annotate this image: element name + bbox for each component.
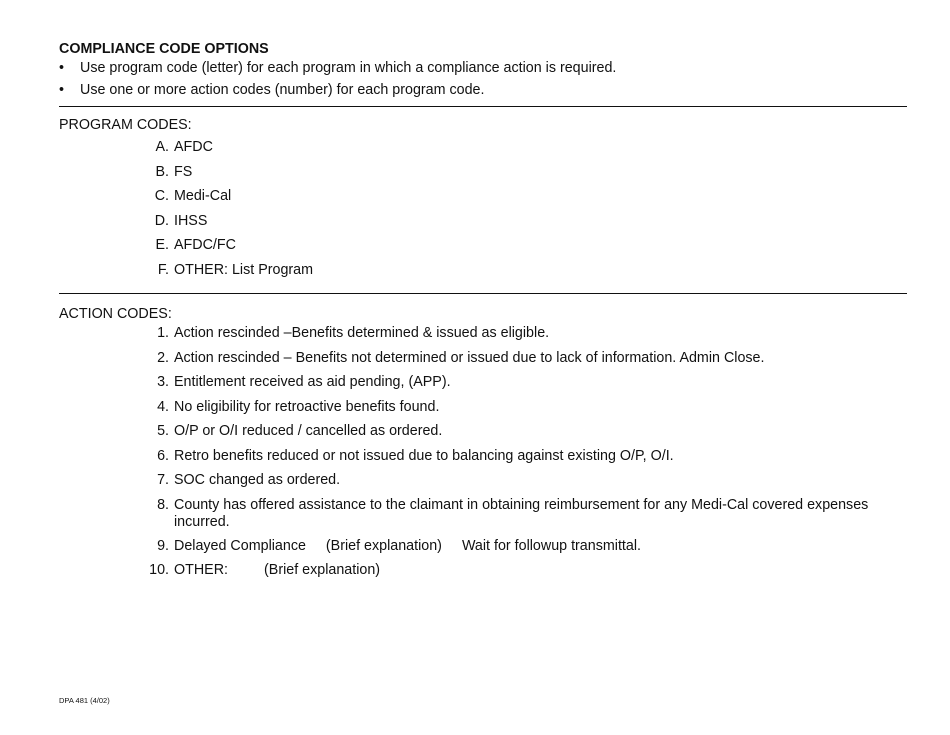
program-code-item xyxy=(114,262,904,287)
action-code-text: No eligibility for retroactive benefits found. xyxy=(174,398,440,415)
program-code-letter: F. xyxy=(157,261,169,278)
action-code-number: 6. xyxy=(157,447,169,464)
program-code-list xyxy=(114,139,904,286)
action-code-explanation: (Brief explanation) xyxy=(264,562,381,578)
form-number: DPA 481 (4/02) xyxy=(59,696,110,705)
program-code-text: Medi-Cal xyxy=(174,188,232,204)
action-code-item xyxy=(114,497,904,538)
program-code-text: FS xyxy=(174,163,193,180)
instruction-item xyxy=(59,59,616,80)
action-code-item xyxy=(114,562,904,587)
program-code-letter: C. xyxy=(154,188,169,204)
action-code-item xyxy=(114,399,904,424)
program-code-text: IHSS xyxy=(174,212,208,229)
action-code-number: 5. xyxy=(157,423,169,439)
action-code-item xyxy=(114,350,904,375)
program-code-letter: E. xyxy=(155,237,169,253)
program-code-item xyxy=(114,213,904,238)
action-code-number: 7. xyxy=(157,472,169,488)
program-code-letter: A. xyxy=(155,139,169,155)
action-code-number: 8. xyxy=(157,496,169,513)
action-code-text: Retro benefits reduced or not issued due to balancing against existing O/P, O/I. xyxy=(174,447,674,464)
action-code-item xyxy=(114,538,904,563)
page-title: COMPLIANCE CODE OPTIONS xyxy=(59,41,269,57)
bullet-icon: • xyxy=(59,60,65,76)
action-code-note: Wait for followup transmittal. xyxy=(461,537,641,554)
program-code-letter: D. xyxy=(154,212,169,229)
action-code-explanation: (Brief explanation) xyxy=(325,537,442,554)
action-codes-heading: ACTION CODES: xyxy=(59,306,172,322)
action-code-number: 2. xyxy=(157,349,169,366)
action-code-text: Action rescinded – Benefits not determined or issued due to lack of information. Admin Close. xyxy=(174,349,765,366)
action-code-item xyxy=(114,325,904,350)
program-code-item xyxy=(114,237,904,262)
action-code-number: 1. xyxy=(157,325,169,341)
section-divider xyxy=(59,293,907,294)
action-code-number: 10. xyxy=(149,562,169,578)
program-code-text: OTHER: List Program xyxy=(174,261,314,278)
action-code-text: Entitlement received as aid pending, (APP). xyxy=(174,374,451,390)
action-code-item xyxy=(114,472,904,497)
bullet-icon: • xyxy=(59,81,65,98)
program-code-item xyxy=(114,164,904,189)
program-code-item xyxy=(114,139,904,164)
action-code-item xyxy=(114,423,904,448)
action-code-number: 9. xyxy=(157,537,169,554)
action-code-text: SOC changed as ordered. xyxy=(174,472,341,488)
program-code-text: AFDC xyxy=(174,139,213,155)
action-code-text: OTHER: xyxy=(174,562,229,578)
instruction-text: Use one or more action codes (number) for each program code. xyxy=(80,81,485,98)
action-code-item xyxy=(114,374,904,399)
action-code-text: County has offered assistance to the claimant in obtaining reimbursement for any Medi-Cal covered expenses incurred. xyxy=(174,496,869,530)
program-codes-heading: PROGRAM CODES: xyxy=(59,117,192,133)
action-code-item xyxy=(114,448,904,473)
instruction-list xyxy=(59,59,616,102)
section-divider xyxy=(59,106,907,107)
action-code-text: Action rescinded –Benefits determined & issued as eligible. xyxy=(174,325,550,341)
action-code-text: Delayed Compliance xyxy=(174,537,306,554)
instruction-item xyxy=(59,81,616,102)
program-code-text: AFDC/FC xyxy=(174,237,236,253)
action-code-list xyxy=(114,325,904,587)
program-code-letter: B. xyxy=(155,163,169,180)
program-code-item xyxy=(114,188,904,213)
instruction-text: Use program code (letter) for each program in which a compliance action is required. xyxy=(80,60,617,76)
action-code-text: O/P or O/I reduced / cancelled as ordered. xyxy=(174,423,443,439)
action-code-number: 4. xyxy=(157,398,169,415)
action-code-number: 3. xyxy=(157,374,169,390)
